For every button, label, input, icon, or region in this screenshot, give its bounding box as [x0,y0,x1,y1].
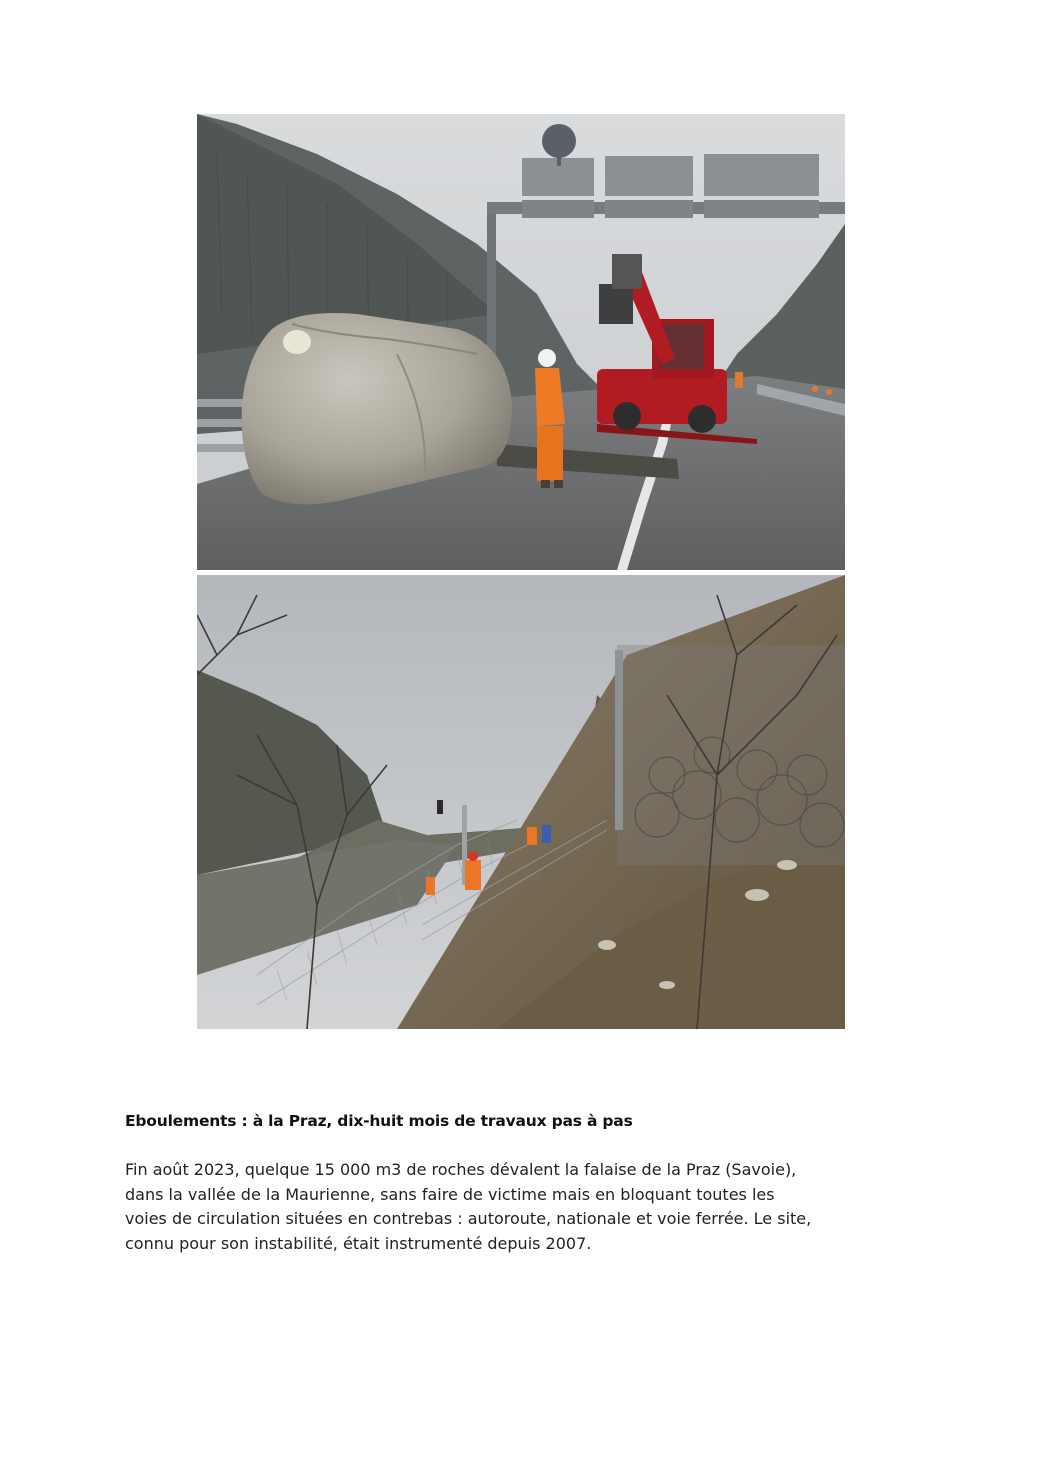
paragraph-line: dans la vallée de la Maurienne, sans faire de victime mais en bloquant toutes les [125,1184,775,1204]
article-title: Eboulements : à la Praz, dix-huit mois de travaux pas à pas [125,1112,633,1130]
paragraph-line: voies de circulation situées en contrebas : autoroute, nationale et voie ferrée. Le site, [125,1209,812,1229]
paragraph-line: Fin août 2023, quelque 15 000 m3 de roches dévalent la falaise de la Praz (Savoie), [125,1160,797,1179]
article-paragraph [125,1158,925,1257]
paragraph-line: connu pour son instabilité, était instrumenté depuis 2007. [125,1234,592,1254]
photo-rockfall-nets [197,575,845,1029]
photo-boulder-highway [197,114,845,570]
